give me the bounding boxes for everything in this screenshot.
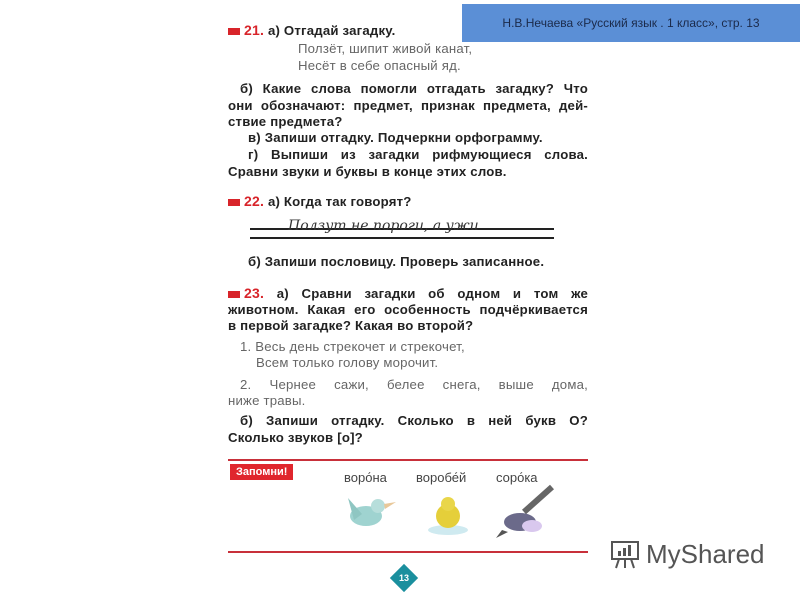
- myshared-logo: [608, 537, 765, 571]
- slide-title-banner: Н.В.Нечаева «Русский язык . 1 класс», стр. 13: [462, 4, 800, 42]
- vocab-word: воробе́й: [416, 470, 467, 485]
- riddle-line: Несёт в себе опасный яд.: [298, 58, 461, 73]
- task-b: б) Запиши пословицу. Проверь записанное.: [248, 254, 545, 269]
- page-number-badge: [390, 564, 418, 592]
- exercise-21-heading: [228, 22, 588, 38]
- crow-illustration: [338, 488, 398, 538]
- riddle-line: 2. Чернее сажи, белее снега, выше дома,: [240, 377, 588, 392]
- remember-label: Запомни!: [230, 464, 293, 480]
- task-b: б) Запиши отгадку. Сколько в ней букв О?: [240, 413, 588, 428]
- exercise-22-heading: [228, 193, 588, 209]
- task-a: а) Когда так говорят?: [267, 194, 412, 209]
- task-b: б) Какие слова помогли отгадать загадку? Что: [240, 81, 588, 96]
- riddle-line: Ползёт, шипит живой канат,: [298, 41, 473, 56]
- sparrow-illustration: [423, 492, 473, 537]
- riddle-line: ниже травы.: [228, 393, 306, 408]
- presentation-board-icon: [608, 537, 642, 571]
- exercise-marker-icon: [228, 291, 240, 298]
- riddle-line: Всем только голову морочит.: [256, 355, 439, 370]
- task-a: в первой загадке? Какая во второй?: [228, 318, 474, 333]
- divider: [228, 551, 588, 553]
- task-a: а) Сравни загадки об одном и том же: [276, 286, 588, 301]
- logo-text: MyShared: [646, 538, 765, 569]
- vocab-word: соро́ка: [496, 470, 538, 485]
- magpie-illustration: [494, 482, 559, 542]
- exercise-23-heading: [228, 285, 588, 301]
- exercise-number: 21.: [244, 22, 265, 38]
- exercise-number: 22.: [244, 193, 265, 209]
- exercise-marker-icon: [228, 199, 240, 206]
- exercise-marker-icon: [228, 28, 240, 35]
- riddle-line: 1. Весь день стрекочет и стрекочет,: [240, 339, 465, 354]
- task-v: в) Запиши отгадку. Подчеркни орфограмму.: [248, 130, 543, 145]
- writing-line: [250, 237, 554, 239]
- page-number: 13: [398, 573, 409, 583]
- handwritten-proverb: Ползут не пороги, а ужи: [288, 218, 479, 234]
- task-b: ствие предмета?: [228, 114, 343, 129]
- task-b: Сколько звуков [о]?: [228, 430, 363, 445]
- task-b: они обозначают: предмет, признак предмета, дей-: [228, 98, 588, 113]
- exercise-number: 23.: [244, 285, 265, 301]
- task-g: Сравни звуки и буквы в конце этих слов.: [228, 164, 507, 179]
- task-g: г) Выпиши из загадки рифмующиеся слова.: [248, 147, 588, 162]
- vocab-word: воро́на: [344, 470, 387, 485]
- divider: [228, 459, 588, 461]
- task-a: животном. Какая его особенность подчёркивается: [228, 302, 588, 317]
- task-a: а) Отгадай загадку.: [267, 23, 396, 38]
